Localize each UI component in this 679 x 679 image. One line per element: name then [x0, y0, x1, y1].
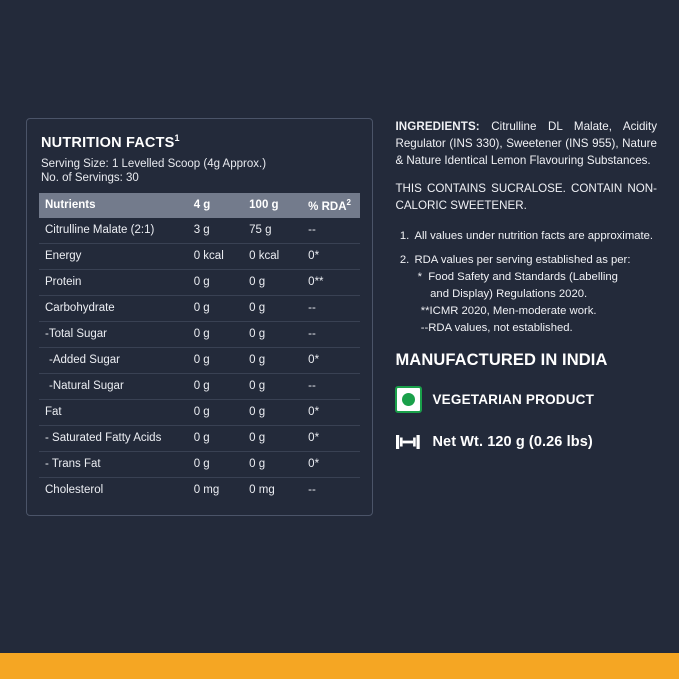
row-nutrient-name: Citrulline Malate (2:1) — [39, 218, 188, 244]
footnotes-list — [395, 228, 657, 337]
table-row — [39, 425, 360, 451]
net-weight-row — [395, 431, 657, 453]
row-per-100g: 0 g — [243, 451, 302, 477]
row-rda: -- — [302, 295, 360, 321]
table-row — [39, 373, 360, 399]
bottom-accent-bar — [0, 653, 679, 679]
row-nutrient-name: - Saturated Fatty Acids — [39, 425, 188, 451]
table-row — [39, 321, 360, 347]
table-row — [39, 269, 360, 295]
column-header-per-serving: 4 g — [188, 193, 243, 218]
row-rda: -- — [302, 373, 360, 399]
row-rda: 0* — [302, 243, 360, 269]
row-per-serving: 3 g — [188, 218, 243, 244]
row-per-serving: 0 g — [188, 425, 243, 451]
vegetarian-dot — [402, 393, 415, 406]
table-row — [39, 218, 360, 244]
row-per-serving: 0 g — [188, 451, 243, 477]
row-per-serving: 0 kcal — [188, 243, 243, 269]
row-nutrient-name: -Natural Sugar — [39, 373, 188, 399]
nutrition-table — [39, 193, 360, 503]
row-per-serving: 0 g — [188, 373, 243, 399]
ingredients-heading: INGREDIENTS: — [395, 120, 480, 133]
row-per-100g: 0 g — [243, 269, 302, 295]
nutrition-facts-title — [41, 133, 360, 151]
contains-statement: THIS CONTAINS SUCRALOSE. CONTAIN NON-CALORIC SWEETENER. — [395, 182, 657, 213]
column-header-rda-footnote: 2 — [346, 197, 351, 207]
row-per-serving: 0 g — [188, 295, 243, 321]
row-per-100g: 75 g — [243, 218, 302, 244]
row-per-100g: 0 g — [243, 321, 302, 347]
row-rda: -- — [302, 218, 360, 244]
dumbbell-icon — [395, 431, 421, 453]
row-per-100g: 0 g — [243, 425, 302, 451]
row-rda: -- — [302, 321, 360, 347]
row-per-100g: 0 g — [243, 373, 302, 399]
row-per-100g: 0 g — [243, 295, 302, 321]
footnote-text: RDA values per serving established as per: — [414, 253, 631, 266]
row-nutrient-name: -Total Sugar — [39, 321, 188, 347]
ingredients-block — [395, 119, 657, 169]
servings-count-text: No. of Servings: 30 — [41, 171, 139, 184]
manufactured-in-text: MANUFACTURED IN INDIA — [395, 350, 608, 369]
row-nutrient-name: - Trans Fat — [39, 451, 188, 477]
table-row — [39, 477, 360, 503]
row-rda: 0* — [302, 425, 360, 451]
footnote-subline: * Food Safety and Standards (Labelling — [414, 270, 618, 283]
vegetarian-label: VEGETARIAN PRODUCT — [432, 391, 595, 407]
footnote-text: All values under nutrition facts are approximate. — [414, 229, 654, 242]
row-nutrient-name: Carbohydrate — [39, 295, 188, 321]
footnote-subline: and Display) Regulations 2020. — [414, 287, 588, 300]
column-header-per-100g: 100 g — [243, 193, 302, 218]
net-weight-label: Net Wt. 120 g (0.26 lbs) — [432, 433, 593, 450]
table-header-row — [39, 193, 360, 218]
product-info-column — [395, 118, 657, 653]
ingredients-body: Citrulline DL Malate, Acidity Regulator (INS 330), Sweetener (INS 955), Nature & Nature Identical Lemon Flavouring Substances. — [395, 120, 657, 167]
row-rda: 0** — [302, 269, 360, 295]
footnote-subline: **ICMR 2020, Men-moderate work. — [414, 304, 597, 317]
nutrition-facts-panel — [26, 118, 373, 516]
table-row — [39, 243, 360, 269]
row-nutrient-name: Protein — [39, 269, 188, 295]
nutrition-facts-title-text: NUTRITION FACTS — [41, 134, 175, 151]
footnote-subline: --RDA values, not established. — [414, 321, 573, 334]
row-rda: 0* — [302, 451, 360, 477]
list-item — [412, 228, 657, 245]
serving-size-text: Serving Size: 1 Levelled Scoop (4g Approx.) — [41, 157, 267, 170]
table-row — [39, 295, 360, 321]
row-nutrient-name: -Added Sugar — [39, 347, 188, 373]
row-rda: 0* — [302, 399, 360, 425]
row-per-100g: 0 mg — [249, 484, 275, 497]
row-nutrient-name: Cholesterol — [45, 484, 104, 497]
nutrition-table-body — [39, 218, 360, 503]
row-per-100g: 0 g — [243, 347, 302, 373]
table-row — [39, 399, 360, 425]
row-nutrient-name: Energy — [39, 243, 188, 269]
table-row — [39, 451, 360, 477]
nutrition-facts-title-footnote: 1 — [174, 133, 180, 143]
table-row — [39, 347, 360, 373]
column-header-rda — [302, 193, 360, 218]
row-rda: -- — [308, 484, 316, 497]
row-nutrient-name: Fat — [39, 399, 188, 425]
row-rda: 0* — [302, 347, 360, 373]
row-per-100g: 0 g — [243, 399, 302, 425]
column-header-nutrients: Nutrients — [39, 193, 188, 218]
row-per-100g: 0 kcal — [243, 243, 302, 269]
list-item — [412, 252, 657, 337]
nutrition-table-head — [39, 193, 360, 218]
column-header-rda-text: % RDA — [308, 200, 347, 213]
row-per-serving: 0 g — [188, 399, 243, 425]
row-per-serving: 0 g — [188, 347, 243, 373]
row-per-serving: 0 g — [188, 321, 243, 347]
vegetarian-row — [395, 386, 657, 413]
vegetarian-mark-icon — [395, 386, 422, 413]
row-per-serving: 0 mg — [193, 484, 220, 497]
row-per-serving: 0 g — [188, 269, 243, 295]
